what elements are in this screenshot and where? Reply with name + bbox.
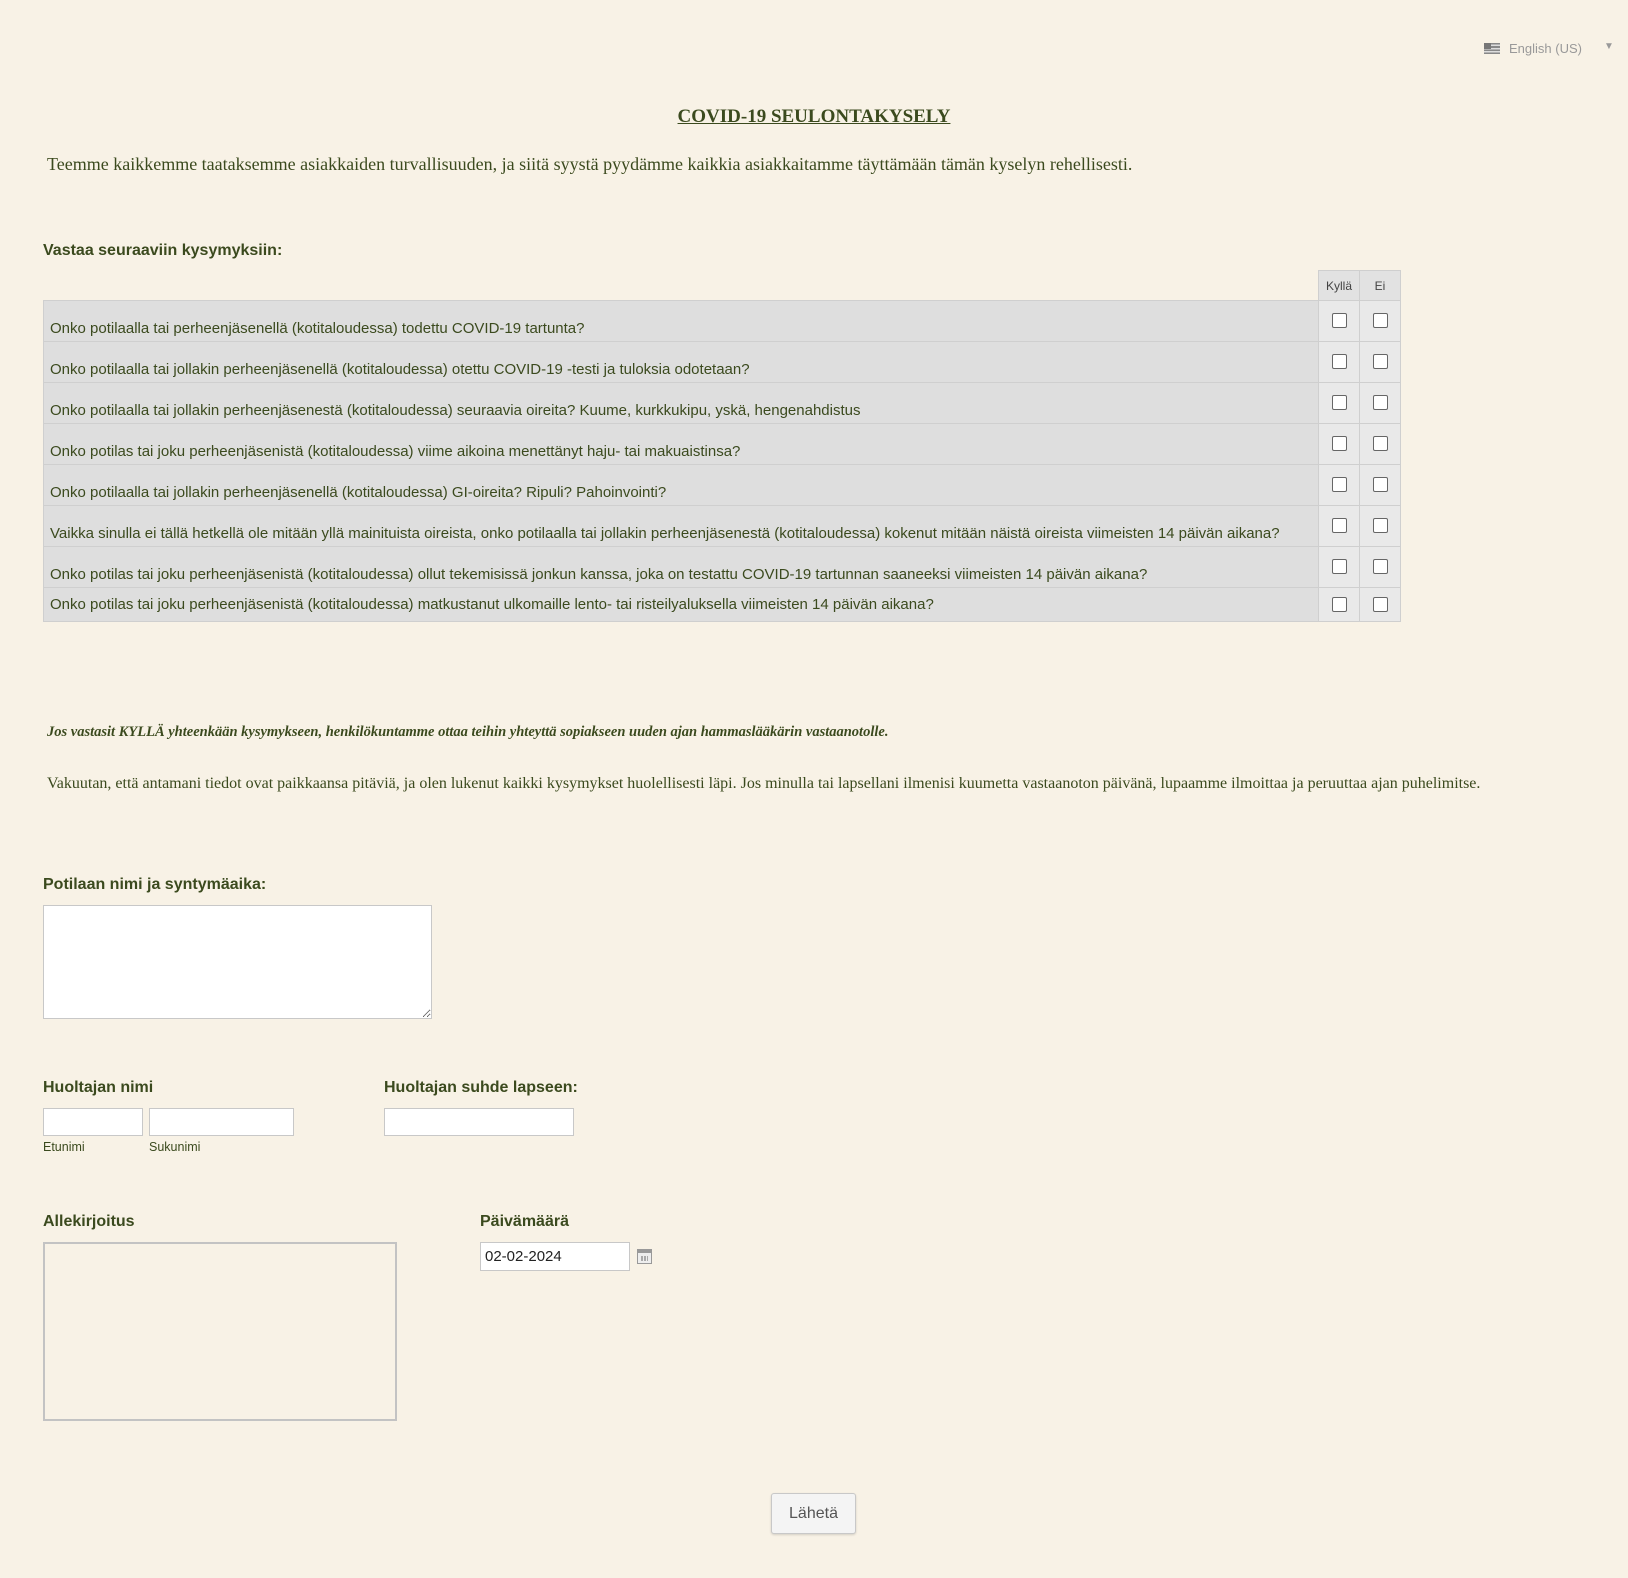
- checkbox-yes[interactable]: [1332, 597, 1347, 612]
- guardian-relation-label: Huoltajan suhde lapseen:: [384, 1079, 578, 1096]
- checkbox-no[interactable]: [1373, 313, 1388, 328]
- column-header-yes: Kyllä: [1319, 271, 1360, 301]
- answer-cell-no: [1360, 547, 1401, 588]
- checkbox-no[interactable]: [1373, 518, 1388, 533]
- table-row: [44, 342, 1401, 383]
- questions-label: Vastaa seuraaviin kysymyksiin:: [43, 242, 283, 259]
- table-row: [44, 588, 1401, 622]
- answer-cell-yes: [1319, 301, 1360, 342]
- signature-pad[interactable]: [43, 1242, 397, 1421]
- checkbox-yes[interactable]: [1332, 518, 1347, 533]
- screening-matrix: [43, 270, 1401, 622]
- checkbox-yes[interactable]: [1332, 436, 1347, 451]
- checkbox-yes[interactable]: [1332, 559, 1347, 574]
- checkbox-yes[interactable]: [1332, 313, 1347, 328]
- guardian-first-name-input[interactable]: [43, 1108, 143, 1136]
- first-name-sublabel: Etunimi: [43, 1140, 85, 1154]
- answer-cell-no: [1360, 301, 1401, 342]
- patient-label: Potilaan nimi ja syntymäaika:: [43, 876, 267, 893]
- table-row: [44, 383, 1401, 424]
- question-text: Onko potilaalla tai jollakin perheenjäsenellä (kotitaloudessa) GI-oireita? Ripuli? Pahoinvointi?: [44, 465, 1319, 506]
- guardian-name-label: Huoltajan nimi: [43, 1079, 154, 1096]
- table-row: [44, 465, 1401, 506]
- checkbox-no[interactable]: [1373, 395, 1388, 410]
- submit-button[interactable]: Lähetä: [771, 1493, 856, 1534]
- question-text: Vaikka sinulla ei tällä hetkellä ole mitään yllä mainituista oireista, onko potilaalla tai jollakin perheenjäsenestä (kotitaloudessa) kokenut mitään näistä oireista viimeisten 14 päivän aikana?: [44, 506, 1319, 547]
- answer-cell-yes: [1319, 465, 1360, 506]
- checkbox-yes[interactable]: [1332, 354, 1347, 369]
- checkbox-yes[interactable]: [1332, 395, 1347, 410]
- answer-cell-no: [1360, 342, 1401, 383]
- question-text: Onko potilas tai joku perheenjäsenistä (kotitaloudessa) matkustanut ulkomaille lento- tai risteilyaluksella viimeisten 14 päivän aikana?: [44, 588, 1319, 622]
- table-row: [44, 424, 1401, 465]
- language-selector[interactable]: [1484, 39, 1614, 57]
- last-name-sublabel: Sukunimi: [149, 1140, 201, 1154]
- signature-label: Allekirjoitus: [43, 1213, 135, 1230]
- date-label: Päivämäärä: [480, 1213, 569, 1230]
- page-title: COVID-19 SEULONTAKYSELY: [677, 106, 951, 127]
- checkbox-no[interactable]: [1373, 559, 1388, 574]
- answer-cell-no: [1360, 383, 1401, 424]
- patient-name-birthdate-field[interactable]: [43, 905, 432, 1019]
- intro-text: Teemme kaikkemme taataksemme asiakkaiden turvallisuuden, ja siitä syystä pyydämme kaikkia asiakkaitamme täyttämään tämän kyselyn rehellisesti.: [47, 154, 1133, 174]
- question-text: Onko potilas tai joku perheenjäsenistä (kotitaloudessa) viime aikoina menettänyt haju- tai makuaistinsa?: [44, 424, 1319, 465]
- answer-cell-yes: [1319, 424, 1360, 465]
- question-text: Onko potilaalla tai jollakin perheenjäsenellä (kotitaloudessa) otettu COVID-19 -testi ja tuloksia odotetaan?: [44, 342, 1319, 383]
- chevron-down-icon: ▼: [1604, 41, 1614, 52]
- answer-cell-yes: [1319, 588, 1360, 622]
- answer-cell-yes: [1319, 506, 1360, 547]
- table-row: [44, 301, 1401, 342]
- table-row: [44, 506, 1401, 547]
- notice-text: Jos vastasit KYLLÄ yhteenkään kysymykseen, henkilökuntamme ottaa teihin yhteyttä sopiakseen uuden ajan hammaslääkärin vastaanotolle.: [47, 724, 889, 740]
- column-header-no: Ei: [1360, 271, 1401, 301]
- answer-cell-yes: [1319, 547, 1360, 588]
- us-flag-icon: [1484, 43, 1500, 54]
- date-input[interactable]: [480, 1242, 630, 1271]
- answer-cell-yes: [1319, 342, 1360, 383]
- answer-cell-no: [1360, 465, 1401, 506]
- checkbox-no[interactable]: [1373, 354, 1388, 369]
- language-label: English (US): [1509, 40, 1582, 56]
- question-text: Onko potilas tai joku perheenjäsenistä (kotitaloudessa) ollut tekemisissä jonkun kanssa, joka on testattu COVID-19 tartunnan saaneeksi viimeisten 14 päivän aikana?: [44, 547, 1319, 588]
- checkbox-no[interactable]: [1373, 597, 1388, 612]
- checkbox-no[interactable]: [1373, 477, 1388, 492]
- answer-cell-no: [1360, 424, 1401, 465]
- answer-cell-yes: [1319, 383, 1360, 424]
- guardian-last-name-input[interactable]: [149, 1108, 294, 1136]
- answer-cell-no: [1360, 506, 1401, 547]
- checkbox-yes[interactable]: [1332, 477, 1347, 492]
- question-text: Onko potilaalla tai perheenjäsenellä (kotitaloudessa) todettu COVID-19 tartunta?: [44, 301, 1319, 342]
- checkbox-no[interactable]: [1373, 436, 1388, 451]
- table-row: [44, 547, 1401, 588]
- guardian-relation-input[interactable]: [384, 1108, 574, 1136]
- answer-cell-no: [1360, 588, 1401, 622]
- question-text: Onko potilaalla tai jollakin perheenjäsenestä (kotitaloudessa) seuraavia oireita? Kuume, kurkkukipu, yskä, hengenahdistus: [44, 383, 1319, 424]
- calendar-icon[interactable]: [637, 1249, 652, 1264]
- matrix-corner: [44, 271, 1319, 301]
- declaration-text: Vakuutan, että antamani tiedot ovat paikkaansa pitäviä, ja olen lukenut kaikki kysymykset huolellisesti läpi. Jos minulla tai lapsellani ilmenisi kuumetta vastaanoton päivänä, lupaamme ilmoittaa ja peruuttaa ajan puhelimitse.: [47, 775, 1481, 792]
